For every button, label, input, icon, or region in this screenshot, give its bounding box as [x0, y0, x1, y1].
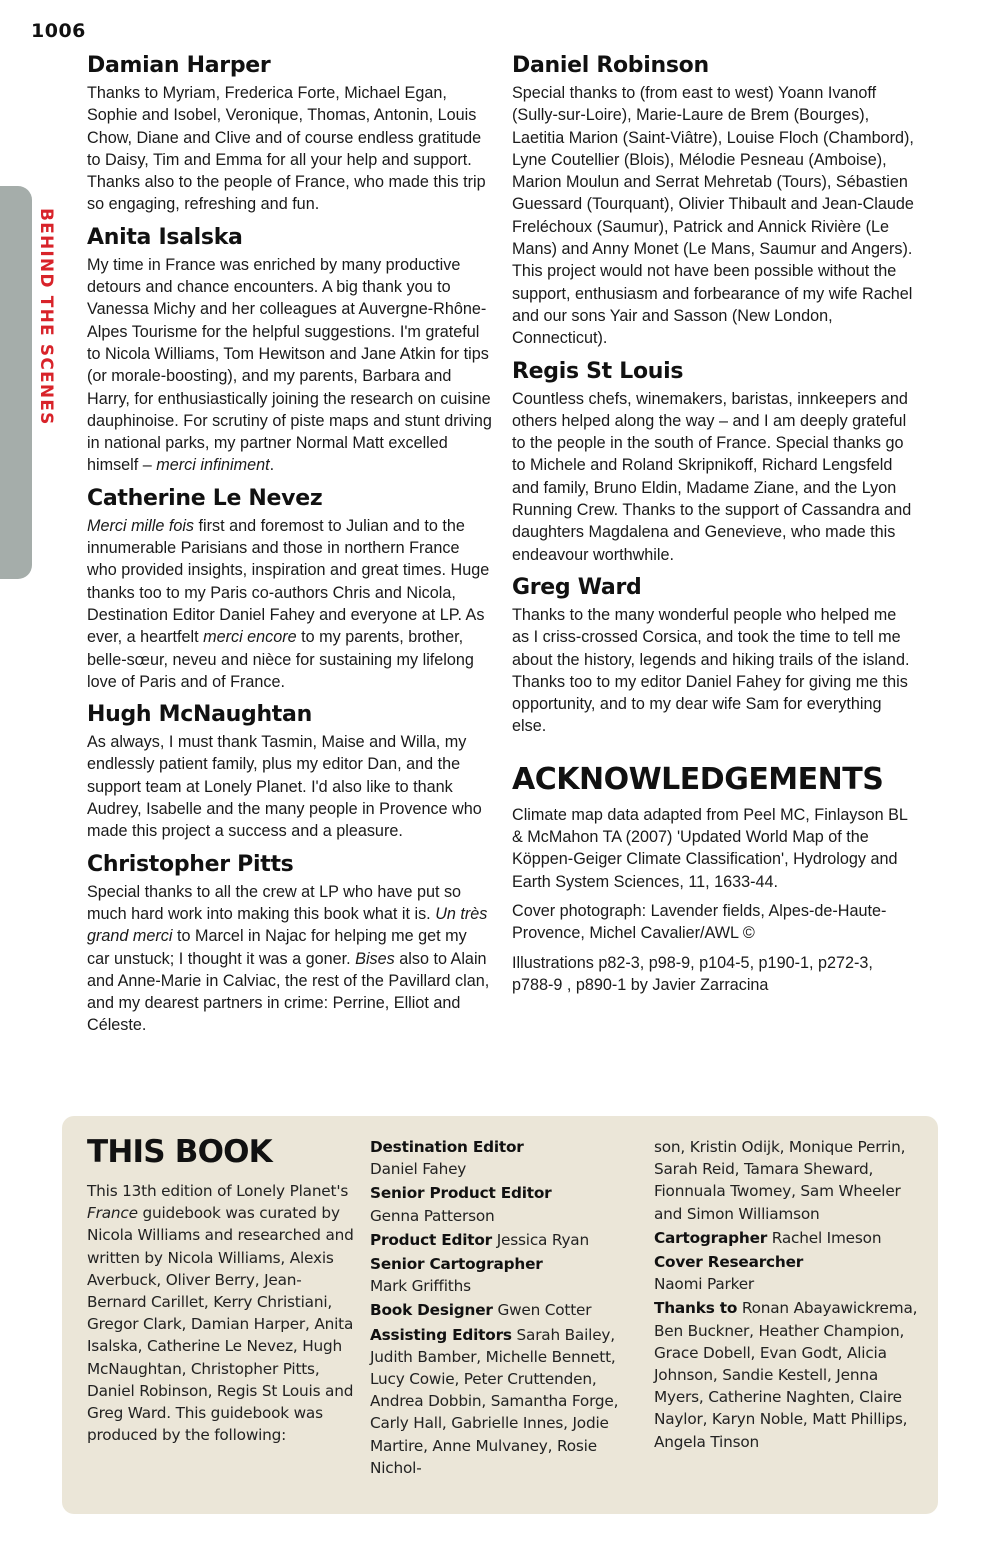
author-entry [87, 851, 492, 1037]
author-thanks [87, 82, 492, 216]
credit-role: Senior Product Editor [370, 1184, 552, 1203]
this-book-title: THIS BOOK [87, 1134, 272, 1170]
credits-column-3 [654, 1136, 924, 1455]
credits-column-2 [370, 1136, 632, 1481]
credit-item [654, 1227, 924, 1249]
author-entry [87, 485, 492, 693]
author-name: Anita Isalska [87, 224, 243, 250]
author-thanks [512, 82, 917, 350]
italic-phrase: Un très grand merci [87, 904, 488, 946]
author-thanks [512, 604, 917, 738]
credit-item [370, 1182, 632, 1226]
page-number: 1006 [31, 20, 86, 42]
acknowledgements-section [512, 762, 917, 996]
thanks-text: first and foremost to Julian and to the innumerable Parisians and those in northern France who provided insights, inspiration and great times. Huge thanks too to my Paris co-authors Chris and Nicola, Destination Editor Daniel Fahey and everyone at LP. As ever, a heartfelt [87, 516, 490, 647]
intro-text-rest: guidebook was curated by Nicola Williams and researched and written by Nicola Williams, Alexis Averbuck, Oliver Berry, Jean-Bernard Carillet, Kerry Christiani, Gregor Clark, Damian Harper, Anita Isalska, Catherine Le Nevez, Hugh McNaughtan, Christopher Pitts, Daniel Robinson, Regis St Louis and Greg Ward. This guidebook was produced by the following: [87, 1204, 354, 1445]
author-name: Hugh McNaughtan [87, 702, 312, 728]
ack-paragraph-cover: Cover photograph: Lavender fields, Alpes-de-Haute-Provence, Michel Cavalier/AWL © [512, 901, 887, 943]
thanks-text: Thanks to the many wonderful people who helped me as I criss-crossed Corsica, and took the time to tell me about the history, legends and hiking trails of the island. Thanks too to my editor Daniel Fahey for giving me this opportunity, and to my dear wife Sam for everything else. [512, 605, 910, 736]
this-book-intro [87, 1180, 357, 1446]
thanks-text: Countless chefs, winemakers, baristas, innkeepers and others helped along the way – and I am deeply grateful to the people in the south of France. Special thanks go to Michele and Roland Skripnikoff, Richard Lengsfeld and family, Bruno Eldin, Madame Ziane, and the Lyon Running Crew. Thanks to the support of Cassandra and daughters Magdalena and Genevieve, who made this endeavour worthwhile. [512, 389, 912, 564]
credit-item [654, 1251, 924, 1295]
author-entries-right [512, 52, 917, 738]
thanks-text: to my parents, brother, belle-sœur, neveu and nièce for sustaining my lifelong love of Paris and of France. [87, 628, 474, 691]
credit-role: Thanks to [654, 1299, 738, 1318]
credit-role: Cover Researcher [654, 1253, 804, 1272]
thanks-text: Thanks to Myriam, Frederica Forte, Michael Egan, Sophie and Isobel, Veronique, Thomas, Antonin, Louis Chow, Diane and Clive and of course endless gratitude to Daisy, Tim and Emma for all your help and support. Thanks also to the people of France, who made this trip so engaging, refreshing and fun. [87, 84, 486, 214]
this-book-box [62, 1116, 938, 1514]
credit-names: Daniel Fahey [370, 1160, 467, 1179]
section-label-text: BEHIND THE SCENES [36, 208, 56, 426]
author-thanks [87, 254, 492, 477]
author-name: Regis St Louis [512, 358, 684, 384]
author-name: Greg Ward [512, 574, 642, 600]
credit-item [654, 1297, 924, 1452]
credit-item [370, 1229, 632, 1251]
credit-names: Mark Griffiths [370, 1277, 471, 1296]
credit-item [370, 1136, 632, 1180]
author-entry [512, 574, 917, 738]
intro-text: This 13th edition of Lonely Planet's [87, 1182, 349, 1200]
thanks-text: My time in France was enriched by many productive detours and chance encounters. A big thank you to Vanessa Michy and her colleagues at Auvergne-Rhône-Alpes Tourisme for the helpful suggestions. I'm grateful to Nicola Williams, Tom Hewitson and Jane Atkin for tips (or morale-boosting), and my parents, Barbara and Harry, for enthusiastically joining the research on cuisine dauphinoise. For scrutiny of piste maps and stunt driving in national parks, my partner Normal Matt excelled himself – [87, 255, 492, 475]
credit-names: Jessica Ryan [496, 1230, 589, 1249]
author-entry [512, 358, 917, 566]
credit-role: Senior Cartographer [370, 1255, 543, 1274]
assisting-editors-continued: son, Kristin Odijk, Monique Perrin, Sarah Reid, Tamara Sheward, Fionnuala Twomey, Sam Wheeler and Simon Williamson [654, 1138, 906, 1223]
section-tab [0, 186, 32, 579]
author-thanks [87, 731, 492, 842]
credit-names: Genna Patterson [370, 1206, 495, 1225]
italic-phrase: merci encore [203, 628, 297, 647]
ack-paragraph-climate: Climate map data adapted from Peel MC, Finlayson BL & McMahon TA (2007) 'Updated World Map of the Köppen-Geiger Climate Classification', Hydrology and Earth System Sciences, 11, 1633-44. [512, 805, 908, 891]
author-name: Catherine Le Nevez [87, 485, 323, 511]
credit-names: Sarah Bailey, Judith Bamber, Michelle Bennett, Lucy Cowie, Peter Cruttenden, Andrea Dobbin, Samantha Forge, Carly Hall, Gabrielle Innes, Jodie Martire, Anne Mulvaney, Rosie Nichol- [370, 1325, 619, 1477]
this-book-intro-column [87, 1132, 357, 1446]
thanks-text: to Marcel in Najac for helping me get my car unstuck; I thought it was a goner. [87, 927, 467, 968]
author-thanks [87, 881, 492, 1037]
thanks-text: Special thanks to all the crew at LP who have put so much hard work into making this book what it is. [87, 882, 462, 923]
credit-item [370, 1253, 632, 1297]
author-name: Damian Harper [87, 53, 271, 78]
italic-phrase: merci infiniment [156, 456, 270, 475]
intro-title-italic: France [87, 1204, 138, 1223]
italic-phrase: Merci mille fois [87, 516, 195, 535]
credit-names: Gwen Cotter [497, 1301, 592, 1320]
author-entry [87, 224, 492, 477]
thanks-text: . [269, 456, 275, 475]
section-label [36, 208, 56, 448]
thanks-text: As always, I must thank Tasmin, Maise and Willa, my endlessly patient family, plus my editor Dan, and the support team at Lonely Planet. I'd also like to thank Audrey, Isabelle and the many people in Provence who made this project a success and a pleasure. [87, 733, 482, 841]
credit-role: Cartographer [654, 1228, 768, 1247]
author-entry [87, 701, 492, 842]
credit-role: Destination Editor [370, 1138, 524, 1156]
author-name: Christopher Pitts [87, 851, 294, 877]
author-entry [512, 52, 917, 350]
acknowledgements-title: ACKNOWLEDGEMENTS [512, 761, 884, 797]
ack-paragraph-illustrations: Illustrations p82-3, p98-9, p104-5, p190-1, p272-3, p788-9 , p890-1 by Javier Zarracina [512, 953, 873, 994]
right-column [512, 52, 917, 1003]
author-entry [87, 52, 492, 216]
author-name: Daniel Robinson [512, 53, 709, 78]
credit-names: Rachel Imeson [771, 1228, 882, 1247]
thanks-text: also to Alain and Anne-Marie in Calviac, the rest of the Pavillard clan, and my dearest partners in crime: Perrine, Elliot and Céleste. [87, 949, 490, 1035]
credit-role: Assisting Editors [370, 1325, 512, 1344]
author-thanks [87, 515, 492, 693]
credit-item [370, 1324, 632, 1479]
credit-role: Book Designer [370, 1301, 493, 1320]
thanks-text: Special thanks to (from east to west) Yoann Ivanoff (Sully-sur-Loire), Marie-Laure de Brem (Bourges), Laetitia Marion (Saint-Viâtre), Louise Floch (Chambord), Lyne Coutellier (Blois), Mélodie Pesneau (Amboise), Marion Moulun and Serrat Mehretab (Tours), Sébastien Guessard (Tourquant), Olivier Thibault and Jean-Claude Freléchoux (Saumur), Patrick and Annick Rivière (Le Mans) and Anny Monet (Le Mans, Saumur and Angers). This project would not have been possible without the support, enthusiasm and forbearance of my wife Rachel and our sons Yair and Sasson (New London, Connecticut). [512, 84, 914, 348]
author-thanks [512, 388, 917, 566]
credit-names: Naomi Parker [654, 1275, 755, 1294]
credit-names: Ronan Abayawickrema, Ben Buckner, Heather Champion, Grace Dobell, Evan Godt, Alicia Johnson, Sandie Kestell, Jenna Myers, Catherine Naghten, Claire Naylor, Karyn Noble, Matt Phillips, Angela Tinson [654, 1299, 918, 1451]
italic-phrase: Bises [355, 949, 395, 968]
left-column [87, 52, 492, 1045]
credit-item [370, 1299, 632, 1321]
credit-role: Product Editor [370, 1230, 493, 1249]
